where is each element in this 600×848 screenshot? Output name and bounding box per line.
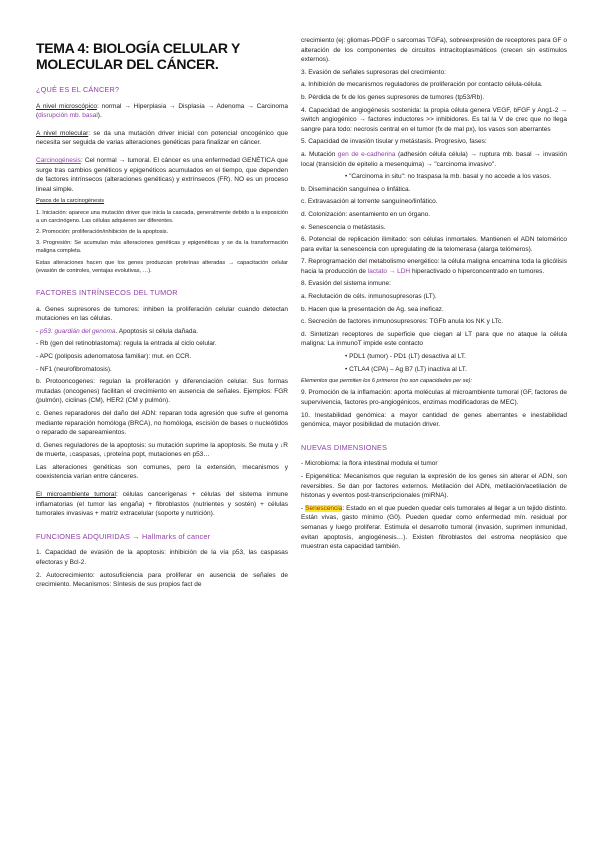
funcion-10: 10. Inestabilidad genómica: a mayor cantidad de genes aberrantes e inestabilidad genómica, mayor posibilidad de mutación driver. — [301, 411, 567, 429]
paragraph-carcinogenesis — [36, 156, 288, 194]
paso-3: 3. Progresión: Se acumulan más alteraciones genéticas y epigenéticas y se da la transformación maligna completa. — [36, 240, 288, 255]
factor-a-apc: - APC (poliposis adenomatosa familiar): mut. en CCR. — [36, 352, 192, 360]
paso-1: 1. Iniciación: aparece una mutación driver que inicia la cascada, generalmente debido a la exposición a un carcinógeno. Las células adquieren ser diferentes. — [36, 209, 288, 224]
paragraph-molecular — [36, 129, 288, 148]
text-p53: p53: guardián del genoma — [39, 327, 116, 335]
funcion-5c: c. Extravasación al torrente sanguíneo/linfático. — [301, 198, 438, 206]
funcion-5: 5. Capacidad de invasión tisular y metástasis. Progresivo, fases: — [301, 138, 487, 146]
heading-nuevas-dimensiones: NUEVAS DIMENSIONES — [301, 442, 388, 452]
text-7-pre: 7. Reprogramación del metabolismo energético: la célula maligna encamina toda la glicólisis hacia la producción de — [301, 258, 567, 275]
funcion-3b: b. Pérdida de fx de los genes supresores de tumores (tp53/Rb). — [301, 93, 485, 101]
text-senescencia-highlight: Senescencia — [305, 504, 343, 512]
pasos-note: Estas alteraciones hacen que los genes produzcan proteínas alteradas → capacitación celular (evasión de controles, ventajas evolutivas, …). — [36, 259, 288, 274]
heading-que-es-cancer: ¿QUÉ ES EL CÁNCER? — [36, 85, 120, 94]
factores-summary: Las alteraciones genéticas son comunes, pero la extensión, mecanismos y coexistencia varían entre cánceres. — [36, 463, 288, 481]
right-column — [301, 36, 567, 555]
funcion-5a — [301, 150, 567, 169]
funcion-5b: b. Diseminación sanguínea o linfática. — [301, 185, 411, 193]
heading-funciones: FUNCIONES ADQUIRIDAS → Hallmarks of cancer — [36, 531, 211, 541]
text-n3-pre: - — [301, 504, 306, 512]
funcion-2-cont: crecimiento (ej: gliomas-PDGF o sarcomas TGFa), sobreexpresión de receptores para GF o alteración de los componentes de circuitos intracitoplasmáticos (crecen sin estímulos externos). — [301, 37, 567, 64]
funcion-7 — [301, 257, 567, 276]
paso-2: 2. Promoción: proliferación/inhibición de la apoptosis. — [36, 228, 169, 235]
funcion-3a: a. Inhibición de mecanismos reguladores de proliferación por contacto célula-célula. — [301, 81, 543, 89]
funcion-2: 2. Autocrecimiento: autosuficiencia para proliferar en ausencia de señales de crecimiento. Mecanismos: Síntesis de sus propios fact de — [36, 571, 288, 589]
funcion-8: 8. Evasión del sistema inmune: — [301, 280, 391, 288]
nueva-epigenetica: - Epigenética: Mecanismos que regulan la expresión de los genes sin alterar el ADN, son reversibles. Se dan por factores externos. Metilación del ADN, metilación/acetilación de histonas y eventos post-transcripcionales (miRNA). — [301, 472, 567, 500]
funcion-5e: e. Senescencia o metástasis. — [301, 223, 386, 231]
funcion-1: 1. Capacidad de evasión de la apoptosis: inhibición de la vía p53, las caspasas efectoras y Bcl-2. — [36, 549, 288, 567]
funcion-6: 6. Potencial de replicación ilimitado: son células inmortales. Mantienen el ADN telomérico para evitar la senescencia con upregulating de la telomerasa (alarga telómeros). — [301, 236, 567, 253]
factor-b: b. Protooncogenes: regulan la proliferación y diferenciación celular. Sus formas mutadas (oncogenes) facilitan el crecimiento en ausencia de señales. Ejemplos: FGR (pulmón), ciclinas (CM), HER2 (CM y pulmón). — [36, 378, 288, 405]
funcion-8c: c. Secreción de factores inmunosupresores: TGFb anula los NK y LTc. — [301, 318, 504, 326]
text-microambiente: : células cancerígenas + células del sistema inmune inflamatorias (el tumor las engaña) + fibroblastos (nutrientes y sostén) + células tumorales invasivas + matriz extracelular (soporte y nutrición). — [36, 491, 289, 518]
text-5a-pre: a. Mutación — [301, 150, 338, 158]
paragraph-microscopico — [36, 102, 288, 121]
funcion-8d: d. Sintetizan receptores de superficie que ciegan al LT para que no ataque la célula maligna: La inmunoT impide este contacto — [301, 330, 567, 348]
label-carcinogenesis: Carcinogénesis — [36, 156, 81, 164]
factor-c: c. Genes reparadores del daño del ADN: reparan toda agresión que sufre el genoma mediante reparación homóloga (BRCA), no homóloga, escisión de bases o nucleótidos o reparado de sapareamientos. — [36, 409, 288, 437]
funcion-4: 4. Capacidad de angiogénesis sostenida: la propia célula genera VEGF, bFGF y Ang1-2 → switch angiogénico → factores inductores >> inhibidores. Es tal la V de crec que no llega sangre para todo: necrosis central en el tumor (fx de mal px), los vasos son aberrantes — [301, 106, 567, 133]
factor-a-nf1: - NF1 (neurofibromatosis). — [36, 365, 112, 373]
factor-d: d. Genes reguladores de la apoptosis: su mutación suprime la apoptosis. Se muta y ↓R de muerte, ↓caspasas, ↓proteína popt, mutaciones en p53… — [36, 441, 288, 459]
funcion-3: 3. Evasión de señales supresoras del crecimiento: — [301, 68, 446, 76]
text-microscopico: : normal → Hiperplasia → Displasia → Adenoma → Carcinoma ( — [36, 102, 288, 120]
left-column — [36, 36, 288, 593]
funcion-8d-pdl1: • PDL1 (tumor) - PD1 (LT) desactiva al LT. — [345, 353, 466, 361]
nueva-microbioma: - Microbioma: la flora intestinal modula el tumor — [301, 460, 438, 468]
label-microscopico: A nivel microscópico — [36, 102, 97, 110]
paragraph-microambiente — [36, 490, 288, 519]
factor-a-p53: - p53: guardián del genoma. Apoptosis si célula dañada. — [36, 327, 198, 335]
text-disrupcion: disrupción mb. basal — [38, 112, 98, 120]
title-line-1: TEMA 4: BIOLOGÍA CELULAR Y — [36, 40, 241, 56]
text-molecular: : se da una mutación driver inicial con potencial oncogénico que necesita ser seguida de varias alteraciones genéticas para finalizar en cáncer. — [36, 129, 288, 147]
factor-a: a. Genes supresores de tumores: inhiben la proliferación celular cuando detectan mutaciones en las células. — [36, 305, 288, 323]
text-lactato: lactato → LDH — [367, 267, 411, 275]
text-microscopico-end: ). — [97, 112, 102, 120]
page-title — [36, 40, 288, 72]
nueva-senescencia — [301, 504, 567, 552]
factor-a-rb: - Rb (gen del retinoblastoma): regula la entrada al ciclo celular. — [36, 340, 217, 348]
text-p53-rest: . Apoptosis si célula dañada. — [115, 327, 198, 335]
funcion-5d: d. Colonización: asentamiento en un órgano. — [301, 210, 431, 218]
text-carcinogenesis: : Cel normal → tumoral. El cáncer es una enfermedad GENÉTICA que surge tras cambios genéticos y epigenéticos acumulados en el tiempo, que dependen de factores intrínsecos (alteraciones genéticas) y extrínsecos (FR). NO es un proceso lineal simple. — [36, 156, 288, 193]
label-microambiente: El microambiente tumoral — [36, 491, 116, 499]
label-molecular: A nivel molecular — [36, 129, 89, 137]
text-7-post: hiperactivado o hiperconcentrado en tumores. — [410, 267, 545, 275]
funcion-8a: a. Reclutación de céls. inmunosupresoras (LT). — [301, 293, 437, 301]
elementos-note: Elementos que permiten los 6 primeros (no son capacidades per se): — [301, 378, 473, 385]
text-n3-post: : Estado en el que pueden quedar cels tumorales al llegar a un tejido distinto. Están vivas, gasto mínimo (G0). Pueden quedar como enfermedad mín. residual por semanas y luego proliferar. Estimula el desarrollo tumoral (invasión, suprimen inmunidad, evitan apoptosis, angiogénesis…). Existen fibroblastos del estroma neoplásico que muestran esta capacidad también. — [301, 504, 567, 551]
text-5a-post: (adhesión célula célula) → ruptura mb. basal → invasión local (transición de epitelio a mesenquima) → "carcinoma invasivo". — [301, 150, 567, 168]
text-ecadherina: gen de e-cadherina — [337, 150, 396, 158]
title-line-2: MOLECULAR DEL CÁNCER. — [36, 56, 219, 72]
funcion-8b: b. Hacen que la presentación de Ag. sea ineficaz. — [301, 305, 444, 313]
funcion-9: 9. Promoción de la inflamación: aporta moléculas al microambiente tumoral (GF, factores de supervivencia, factores pro-angiogénicos, enzimas modificadoras de MEC). — [301, 389, 567, 407]
funcion-5-insitu: • "Carcinoma in situ": no traspasa la mb. basal y no accede a los vasos. — [345, 173, 552, 181]
heading-factores: FACTORES INTRÍNSECOS DEL TUMOR — [36, 287, 178, 297]
funcion-8d-ctla4: • CTLA4 (CPA) – Ag B7 (LT) inactiva al LT. — [345, 365, 467, 373]
pasos-title: Pasos de la carcinogénesis — [36, 198, 105, 205]
